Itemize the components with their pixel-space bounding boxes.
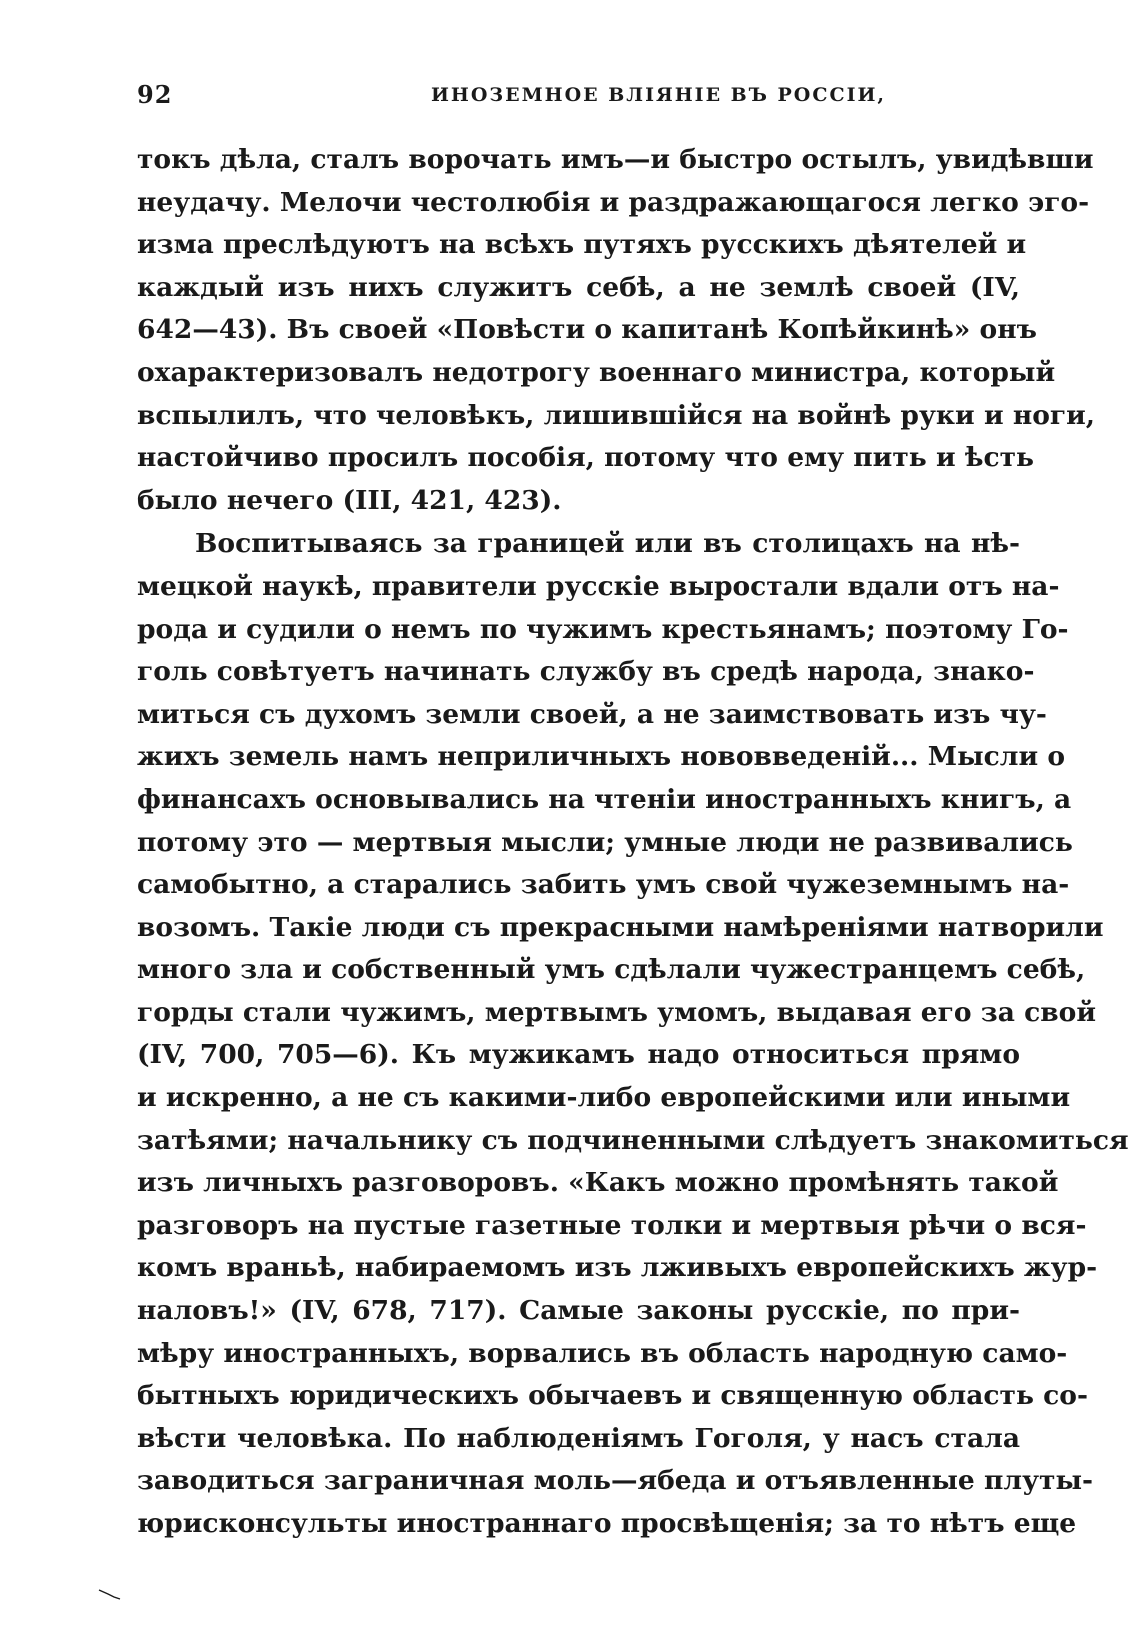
- scan-speck-mark: [98, 1588, 122, 1600]
- text-line: и искренно, а не съ какими-либо европейскими или иными: [137, 1082, 1071, 1114]
- text-line: (IV, 700, 705—6). Къ мужикамъ надо относиться прямо: [137, 1039, 1020, 1071]
- running-title: ИНОЗЕМНОЕ ВЛІЯНІЕ ВЪ РОССІИ,: [430, 84, 887, 106]
- text-line: голь совѣтуетъ начинать службу въ средѣ народа, знако-: [137, 656, 1035, 688]
- text-line: рода и судили о немъ по чужимъ крестьянамъ; поэтому Го-: [137, 613, 1069, 645]
- text-line: вспылилъ, что человѣкъ, лишившійся на войнѣ руки и ноги,: [137, 399, 1096, 431]
- paragraph-2: [137, 523, 1129, 1545]
- text-line: неудачу. Мелочи честолюбія и раздражающагося легко эго-: [137, 186, 1090, 218]
- text-line: было нечего (III, 421, 423).: [137, 484, 562, 516]
- text-line: разговоръ на пустые газетные толки и мертвыя рѣчи о вся-: [137, 1209, 1087, 1241]
- text-line: затѣями; начальнику съ подчиненными слѣдуетъ знакомиться: [137, 1124, 1129, 1156]
- text-line: возомъ. Такіе люди съ прекрасными намѣреніями натворили: [137, 911, 1104, 943]
- text-line: изма преслѣдуютъ на всѣхъ путяхъ русскихъ дѣятелей и: [137, 229, 1027, 261]
- text-line: мѣру иностранныхъ, ворвались въ область народную само-: [137, 1337, 1068, 1369]
- text-line: Воспитываясь за границей или въ столицахъ на нѣ-: [195, 528, 1020, 560]
- text-line: наловъ!» (IV, 678, 717). Самые законы русскіе, по при-: [137, 1295, 1020, 1327]
- text-line: изъ личныхъ разговоровъ. «Какъ можно промѣнять такой: [137, 1167, 1059, 1199]
- text-line: юрисконсульты иностраннаго просвѣщенія; за то нѣтъ еще: [137, 1508, 1077, 1539]
- text-line: заводиться заграничная моль—ябеда и отъявленные плуты-: [137, 1465, 1094, 1497]
- text-line: мецкой наукѣ, правители русскіе выростали вдали отъ на-: [137, 570, 1060, 602]
- text-line: 642—43). Въ своей «Повѣсти о капитанѣ Копѣйкинѣ» онъ: [137, 314, 1037, 346]
- text-line: настойчиво просилъ пособія, потому что ему пить и ѣсть: [137, 442, 1035, 474]
- body-text: [137, 139, 1129, 1546]
- text-line: потому это — мертвыя мысли; умные люди не развивались: [137, 826, 1073, 858]
- page-header: [137, 80, 1020, 116]
- paragraph-1: [137, 139, 1096, 522]
- text-line: жихъ земель намъ неприличныхъ нововведеній... Мысли о: [137, 741, 1066, 773]
- text-line: финансахъ основывались на чтеніи иностранныхъ книгъ, а: [137, 783, 1072, 815]
- text-line: миться съ духомъ земли своей, а не заимствовать изъ чу-: [137, 698, 1047, 730]
- page-number: 92: [137, 80, 173, 109]
- text-line: охарактеризовалъ недотрогу военнаго министра, который: [137, 356, 1056, 388]
- text-line: каждый изъ нихъ служитъ себѣ, а не землѣ своей (IV,: [137, 271, 1020, 303]
- text-line: много зла и собственный умъ сдѣлали чужестранцемъ себѣ,: [137, 954, 1086, 986]
- text-line: горды стали чужимъ, мертвымъ умомъ, выдавая его за свой: [137, 996, 1096, 1028]
- text-line: комъ враньѣ, набираемомъ изъ лживыхъ европейскихъ жур-: [137, 1252, 1098, 1284]
- text-line: токъ дѣла, сталъ ворочать имъ—и быстро остылъ, увидѣвши: [137, 144, 1094, 175]
- text-line: вѣсти человѣка. По наблюденіямъ Гоголя, у насъ стала: [137, 1422, 1020, 1454]
- text-line: самобытно, а старались забить умъ свой чужеземнымъ на-: [137, 869, 1070, 901]
- text-line: бытныхъ юридическихъ обычаевъ и священную область со-: [137, 1380, 1088, 1412]
